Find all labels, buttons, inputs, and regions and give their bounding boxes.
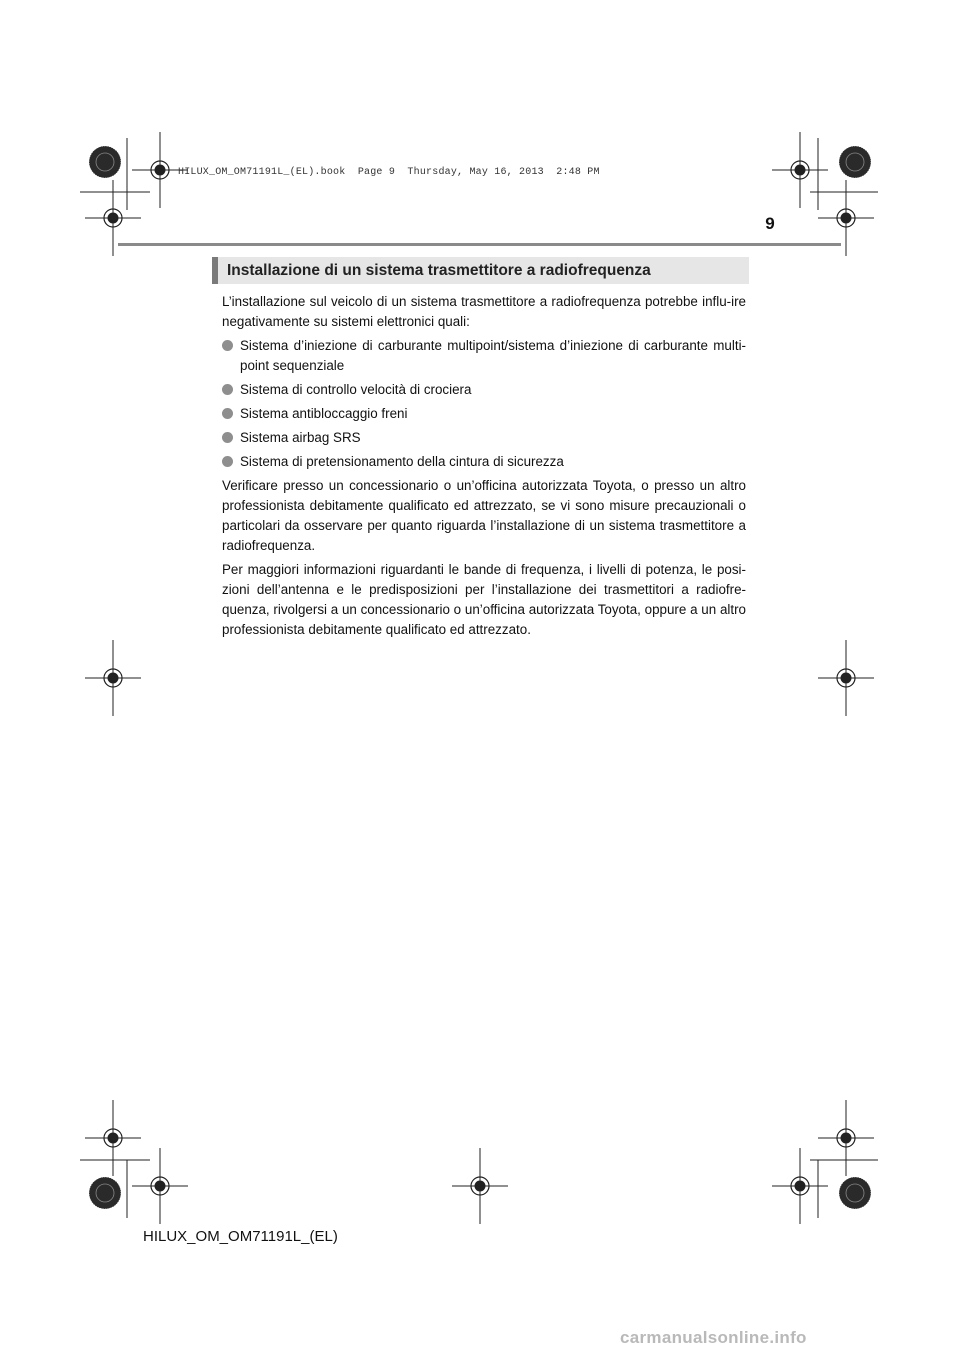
list-item-text: Sistema di pretensionamento della cintura di sicurezza (240, 454, 564, 469)
bullet-icon (222, 408, 233, 419)
section-body (222, 292, 746, 644)
list-item (222, 404, 746, 424)
page-number: 9 (765, 214, 775, 233)
reg-mark (85, 1100, 141, 1176)
body-paragraph: Verificare presso un concessionario o un’officina autorizzata Toyota, o presso un altro professionista debitamente qualificato ed attrezzato, se vi sono misure precauzionali o particolari da osservare per quanto riguarda l’installazione di un sistema trasmettitore a radiofrequenza. (222, 478, 746, 553)
list-item (222, 380, 746, 400)
list-item-text: Sistema airbag SRS (240, 430, 361, 445)
reg-mark (818, 1100, 874, 1176)
body-paragraph: Per maggiori informazioni riguardanti le bande di frequenza, i livelli di potenza, le posi-zioni dell’antenna e le predisposizioni per l’installazione dei trasmettitori a radiofre-quenza, rivolgersi a un concessionario o un’officina autorizzata Toyota, oppure a un altro professionista debitamente qualificato ed attrezzato. (222, 562, 746, 637)
reg-mark (85, 640, 141, 716)
print-header: HILUX_OM_OM71191L_(EL).book Page 9 Thursday, May 16, 2013 2:48 PM (178, 167, 600, 178)
watermark: carmanualsonline.info (620, 1328, 807, 1347)
bullet-icon (222, 340, 233, 351)
reg-mark (132, 1148, 188, 1224)
header-rule (118, 243, 841, 246)
intro-paragraph: L’installazione sul veicolo di un sistema trasmettitore a radiofrequenza potrebbe influ-ire negativamente su sistemi elettronici quali: (222, 294, 746, 329)
list-item (222, 428, 746, 448)
section-heading: Installazione di un sistema trasmettitore a radiofrequenza (212, 257, 749, 284)
bullet-icon (222, 456, 233, 467)
bullet-icon (222, 384, 233, 395)
list-item-text: Sistema di controllo velocità di crociera (240, 382, 472, 397)
reg-mark (772, 1148, 828, 1224)
bullet-icon (222, 432, 233, 443)
reg-mark (452, 1148, 508, 1224)
corner-star-top-left (89, 146, 121, 178)
reg-mark (818, 640, 874, 716)
corner-star-top-right (839, 146, 871, 178)
reg-mark (772, 132, 828, 208)
list-item-text: Sistema d’iniezione di carburante multipoint/sistema d’iniezione di carburante multi-point sequenziale (240, 338, 746, 373)
corner-star-bottom-left (89, 1177, 121, 1209)
list-item-text: Sistema antibloccaggio freni (240, 406, 408, 421)
bullet-list (222, 336, 746, 472)
footer-document-code: HILUX_OM_OM71191L_(EL) (143, 1228, 338, 1245)
list-item (222, 452, 746, 472)
corner-star-bottom-right (839, 1177, 871, 1209)
list-item (222, 336, 746, 376)
